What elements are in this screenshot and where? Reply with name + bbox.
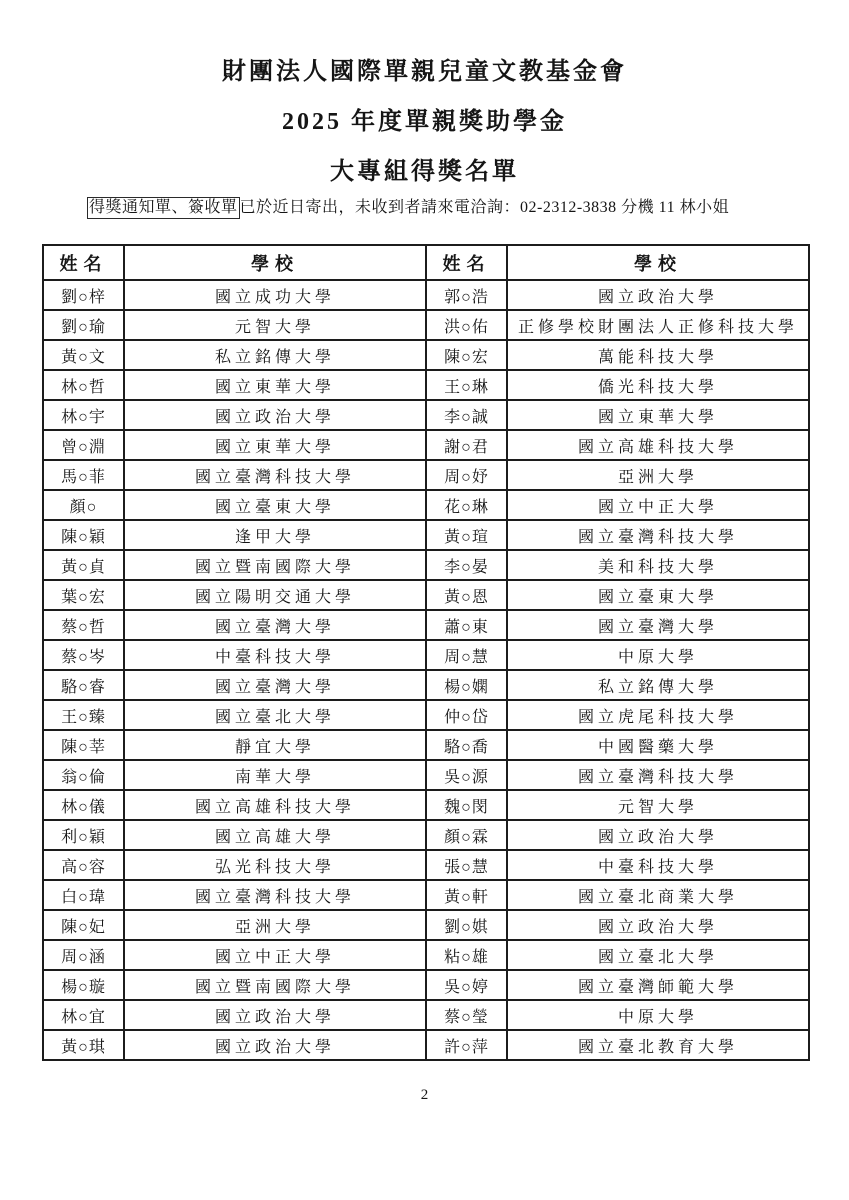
- school-cell: 國立臺灣科技大學: [124, 460, 426, 490]
- school-cell: 私立銘傳大學: [507, 670, 809, 700]
- table-row: [43, 640, 809, 670]
- name-cell: 葉○宏: [43, 580, 124, 610]
- name-cell: 楊○璇: [43, 970, 124, 1000]
- name-cell: 李○晏: [426, 550, 507, 580]
- school-cell: 國立暨南國際大學: [124, 970, 426, 1000]
- table-row: [43, 760, 809, 790]
- name-cell: 林○哲: [43, 370, 124, 400]
- notice-rest-text: 已於近日寄出，未收到者請來電洽詢：02-2312-3838 分機 11 林小姐: [239, 199, 730, 216]
- school-cell: 中國醫藥大學: [507, 730, 809, 760]
- name-cell: 黃○瑄: [426, 520, 507, 550]
- school-cell: 國立政治大學: [507, 820, 809, 850]
- school-cell: 國立臺北大學: [124, 700, 426, 730]
- name-cell: 謝○君: [426, 430, 507, 460]
- table-row: [43, 580, 809, 610]
- name-cell: 花○琳: [426, 490, 507, 520]
- name-cell: 翁○倫: [43, 760, 124, 790]
- column-header: 學校: [124, 245, 426, 280]
- school-cell: 國立政治大學: [507, 910, 809, 940]
- school-cell: 國立臺灣師範大學: [507, 970, 809, 1000]
- name-cell: 洪○佑: [426, 310, 507, 340]
- name-cell: 張○慧: [426, 850, 507, 880]
- name-cell: 楊○嫻: [426, 670, 507, 700]
- table-row: [43, 670, 809, 700]
- name-cell: 許○萍: [426, 1030, 507, 1060]
- school-cell: 國立政治大學: [124, 1000, 426, 1030]
- table-row: [43, 700, 809, 730]
- name-cell: 蔡○哲: [43, 610, 124, 640]
- name-cell: 李○誠: [426, 400, 507, 430]
- column-header: 姓名: [426, 245, 507, 280]
- table-row: [43, 400, 809, 430]
- table-row: [43, 1000, 809, 1030]
- name-cell: 粘○雄: [426, 940, 507, 970]
- school-cell: 國立臺東大學: [124, 490, 426, 520]
- school-cell: 國立臺灣大學: [507, 610, 809, 640]
- school-cell: 靜宜大學: [124, 730, 426, 760]
- winners-table: [42, 244, 810, 1061]
- school-cell: 僑光科技大學: [507, 370, 809, 400]
- table-row: [43, 280, 809, 310]
- table-row: [43, 520, 809, 550]
- school-cell: 正修學校財團法人正修科技大學: [507, 310, 809, 340]
- school-cell: 國立臺北大學: [507, 940, 809, 970]
- school-cell: 國立政治大學: [124, 400, 426, 430]
- school-cell: 國立臺灣科技大學: [124, 880, 426, 910]
- school-cell: 國立臺灣科技大學: [507, 520, 809, 550]
- column-header: 學校: [507, 245, 809, 280]
- name-cell: 黃○貞: [43, 550, 124, 580]
- name-cell: 魏○閔: [426, 790, 507, 820]
- name-cell: 林○儀: [43, 790, 124, 820]
- name-cell: 黃○恩: [426, 580, 507, 610]
- school-cell: 亞洲大學: [507, 460, 809, 490]
- table-row: [43, 820, 809, 850]
- school-cell: 中臺科技大學: [507, 850, 809, 880]
- name-cell: 林○宇: [43, 400, 124, 430]
- name-cell: 周○慧: [426, 640, 507, 670]
- winners-table-body: [43, 280, 809, 1060]
- name-cell: 利○穎: [43, 820, 124, 850]
- school-cell: 國立政治大學: [124, 1030, 426, 1060]
- name-cell: 劉○娸: [426, 910, 507, 940]
- winners-table-head-row: [43, 245, 809, 280]
- table-row: [43, 850, 809, 880]
- school-cell: 元智大學: [507, 790, 809, 820]
- school-cell: 國立臺北商業大學: [507, 880, 809, 910]
- name-cell: 駱○睿: [43, 670, 124, 700]
- table-row: [43, 790, 809, 820]
- name-cell: 陳○莘: [43, 730, 124, 760]
- school-cell: 國立東華大學: [507, 400, 809, 430]
- name-cell: 黃○琪: [43, 1030, 124, 1060]
- school-cell: 元智大學: [124, 310, 426, 340]
- name-cell: 顏○: [43, 490, 124, 520]
- school-cell: 國立臺東大學: [507, 580, 809, 610]
- table-row: [43, 490, 809, 520]
- name-cell: 黃○軒: [426, 880, 507, 910]
- school-cell: 中臺科技大學: [124, 640, 426, 670]
- page-number: 2: [420, 1087, 429, 1103]
- notice-boxed-text: 得獎通知單、簽收單: [87, 197, 240, 219]
- name-cell: 吳○婷: [426, 970, 507, 1000]
- name-cell: 馬○菲: [43, 460, 124, 490]
- program-title: 2025 年度單親獎助學金: [282, 109, 567, 135]
- table-row: [43, 340, 809, 370]
- school-cell: 國立臺北教育大學: [507, 1030, 809, 1060]
- name-cell: 劉○瑜: [43, 310, 124, 340]
- name-cell: 黃○文: [43, 340, 124, 370]
- name-cell: 白○瑋: [43, 880, 124, 910]
- table-row: [43, 460, 809, 490]
- name-cell: 林○宜: [43, 1000, 124, 1030]
- column-header: 姓名: [43, 245, 124, 280]
- name-cell: 蔡○岑: [43, 640, 124, 670]
- school-cell: 國立高雄科技大學: [124, 790, 426, 820]
- school-cell: 弘光科技大學: [124, 850, 426, 880]
- table-row: [43, 610, 809, 640]
- table-row: [43, 940, 809, 970]
- school-cell: 國立陽明交通大學: [124, 580, 426, 610]
- school-cell: 國立臺灣科技大學: [507, 760, 809, 790]
- name-cell: 劉○梓: [43, 280, 124, 310]
- name-cell: 仲○岱: [426, 700, 507, 730]
- school-cell: 中原大學: [507, 640, 809, 670]
- name-cell: 陳○宏: [426, 340, 507, 370]
- table-row: [43, 730, 809, 760]
- name-cell: 周○妤: [426, 460, 507, 490]
- school-cell: 私立銘傳大學: [124, 340, 426, 370]
- list-title: 大專組得獎名單: [330, 159, 519, 185]
- name-cell: 高○容: [43, 850, 124, 880]
- name-cell: 陳○穎: [43, 520, 124, 550]
- school-cell: 國立高雄大學: [124, 820, 426, 850]
- table-row: [43, 1030, 809, 1060]
- table-row: [43, 970, 809, 1000]
- school-cell: 逢甲大學: [124, 520, 426, 550]
- organization-title: 財團法人國際單親兒童文教基金會: [222, 59, 627, 85]
- school-cell: 中原大學: [507, 1000, 809, 1030]
- notice-line: [87, 197, 849, 219]
- school-cell: 亞洲大學: [124, 910, 426, 940]
- table-row: [43, 310, 809, 340]
- name-cell: 王○臻: [43, 700, 124, 730]
- table-row: [43, 550, 809, 580]
- school-cell: 國立成功大學: [124, 280, 426, 310]
- name-cell: 王○琳: [426, 370, 507, 400]
- name-cell: 蕭○東: [426, 610, 507, 640]
- name-cell: 蔡○瑩: [426, 1000, 507, 1030]
- name-cell: 陳○妃: [43, 910, 124, 940]
- name-cell: 顏○霖: [426, 820, 507, 850]
- school-cell: 萬能科技大學: [507, 340, 809, 370]
- school-cell: 國立東華大學: [124, 370, 426, 400]
- school-cell: 國立虎尾科技大學: [507, 700, 809, 730]
- school-cell: 國立中正大學: [124, 940, 426, 970]
- name-cell: 郭○浩: [426, 280, 507, 310]
- table-row: [43, 430, 809, 460]
- table-row: [43, 910, 809, 940]
- name-cell: 周○涵: [43, 940, 124, 970]
- winners-table-head: [43, 245, 809, 280]
- school-cell: 國立政治大學: [507, 280, 809, 310]
- table-row: [43, 880, 809, 910]
- school-cell: 南華大學: [124, 760, 426, 790]
- school-cell: 國立東華大學: [124, 430, 426, 460]
- school-cell: 國立臺灣大學: [124, 670, 426, 700]
- name-cell: 曾○淵: [43, 430, 124, 460]
- school-cell: 國立臺灣大學: [124, 610, 426, 640]
- name-cell: 吳○源: [426, 760, 507, 790]
- table-row: [43, 370, 809, 400]
- school-cell: 國立高雄科技大學: [507, 430, 809, 460]
- school-cell: 國立暨南國際大學: [124, 550, 426, 580]
- school-cell: 國立中正大學: [507, 490, 809, 520]
- school-cell: 美和科技大學: [507, 550, 809, 580]
- name-cell: 駱○喬: [426, 730, 507, 760]
